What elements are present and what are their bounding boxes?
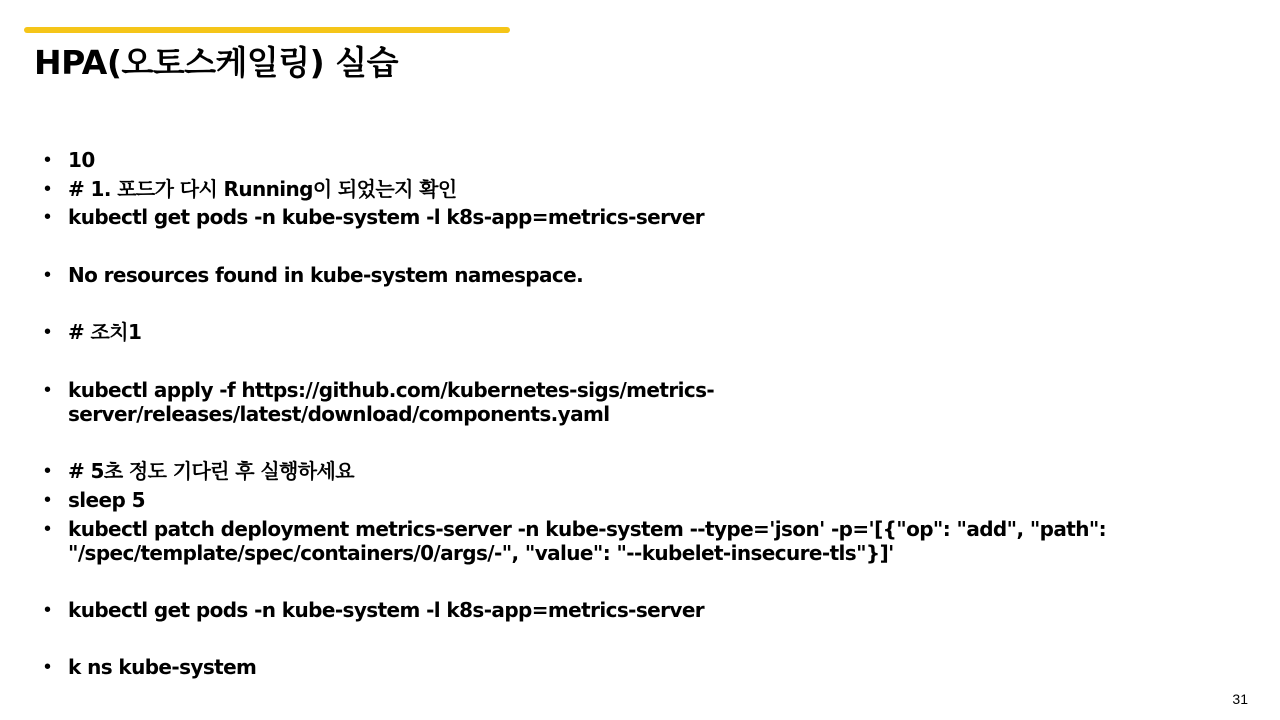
bullet-dot: • bbox=[44, 656, 52, 678]
bullet-dot: • bbox=[44, 599, 52, 621]
bullet-item-9 bbox=[44, 517, 1244, 565]
bullet-item-8 bbox=[44, 488, 1244, 512]
bullet-item-5 bbox=[44, 320, 1244, 344]
bullet-text: kubectl get pods -n kube-system -l k8s-app=metrics-server bbox=[68, 205, 705, 229]
bullet-item-10 bbox=[44, 598, 1244, 622]
bullet-item-7 bbox=[44, 459, 1244, 483]
bullet-text: # 5초 정도 기다린 후 실행하세요 bbox=[68, 459, 354, 483]
bullet-item-3 bbox=[44, 205, 1244, 229]
bullet-dot: • bbox=[44, 321, 52, 343]
bullet-dot: • bbox=[44, 460, 52, 482]
bullet-item-6 bbox=[44, 378, 1244, 426]
bullet-text: sleep 5 bbox=[68, 488, 145, 512]
bullet-text: No resources found in kube-system namespace. bbox=[68, 263, 584, 287]
bullet-item-2 bbox=[44, 177, 1244, 201]
bullet-item-11 bbox=[44, 655, 1244, 679]
bullet-text: # 1. 포드가 다시 Running이 되었는지 확인 bbox=[68, 177, 457, 201]
bullet-text: # 조치1 bbox=[68, 320, 142, 344]
bullet-item-4 bbox=[44, 263, 1244, 287]
bullet-dot: • bbox=[44, 264, 52, 286]
bullet-text: kubectl get pods -n kube-system -l k8s-app=metrics-server bbox=[68, 598, 705, 622]
bullet-dot: • bbox=[44, 489, 52, 511]
bullet-text: kubectl apply -f https://github.com/kubernetes-sigs/metrics- server/releases/latest/download/components.yaml bbox=[68, 378, 715, 426]
page-number: 31 bbox=[1232, 691, 1248, 707]
bullet-dot: • bbox=[44, 206, 52, 228]
bullet-dot: • bbox=[44, 379, 52, 401]
bullet-dot: • bbox=[44, 518, 52, 540]
bullet-dot: • bbox=[44, 149, 52, 171]
bullet-text: kubectl patch deployment metrics-server -n kube-system --type='json' -p='[{"op": "add", "path": "/spec/template/spec/containers/0/args/-", "value": "--kubelet-insecure-tls"}]' bbox=[68, 517, 1107, 565]
bullet-dot: • bbox=[44, 178, 52, 200]
bullet-item-1 bbox=[44, 148, 1244, 172]
bullet-text: 10 bbox=[68, 148, 95, 172]
bullet-text: k ns kube-system bbox=[68, 655, 257, 679]
slide-title: HPA(오토스케일링) 실습 bbox=[34, 43, 398, 82]
